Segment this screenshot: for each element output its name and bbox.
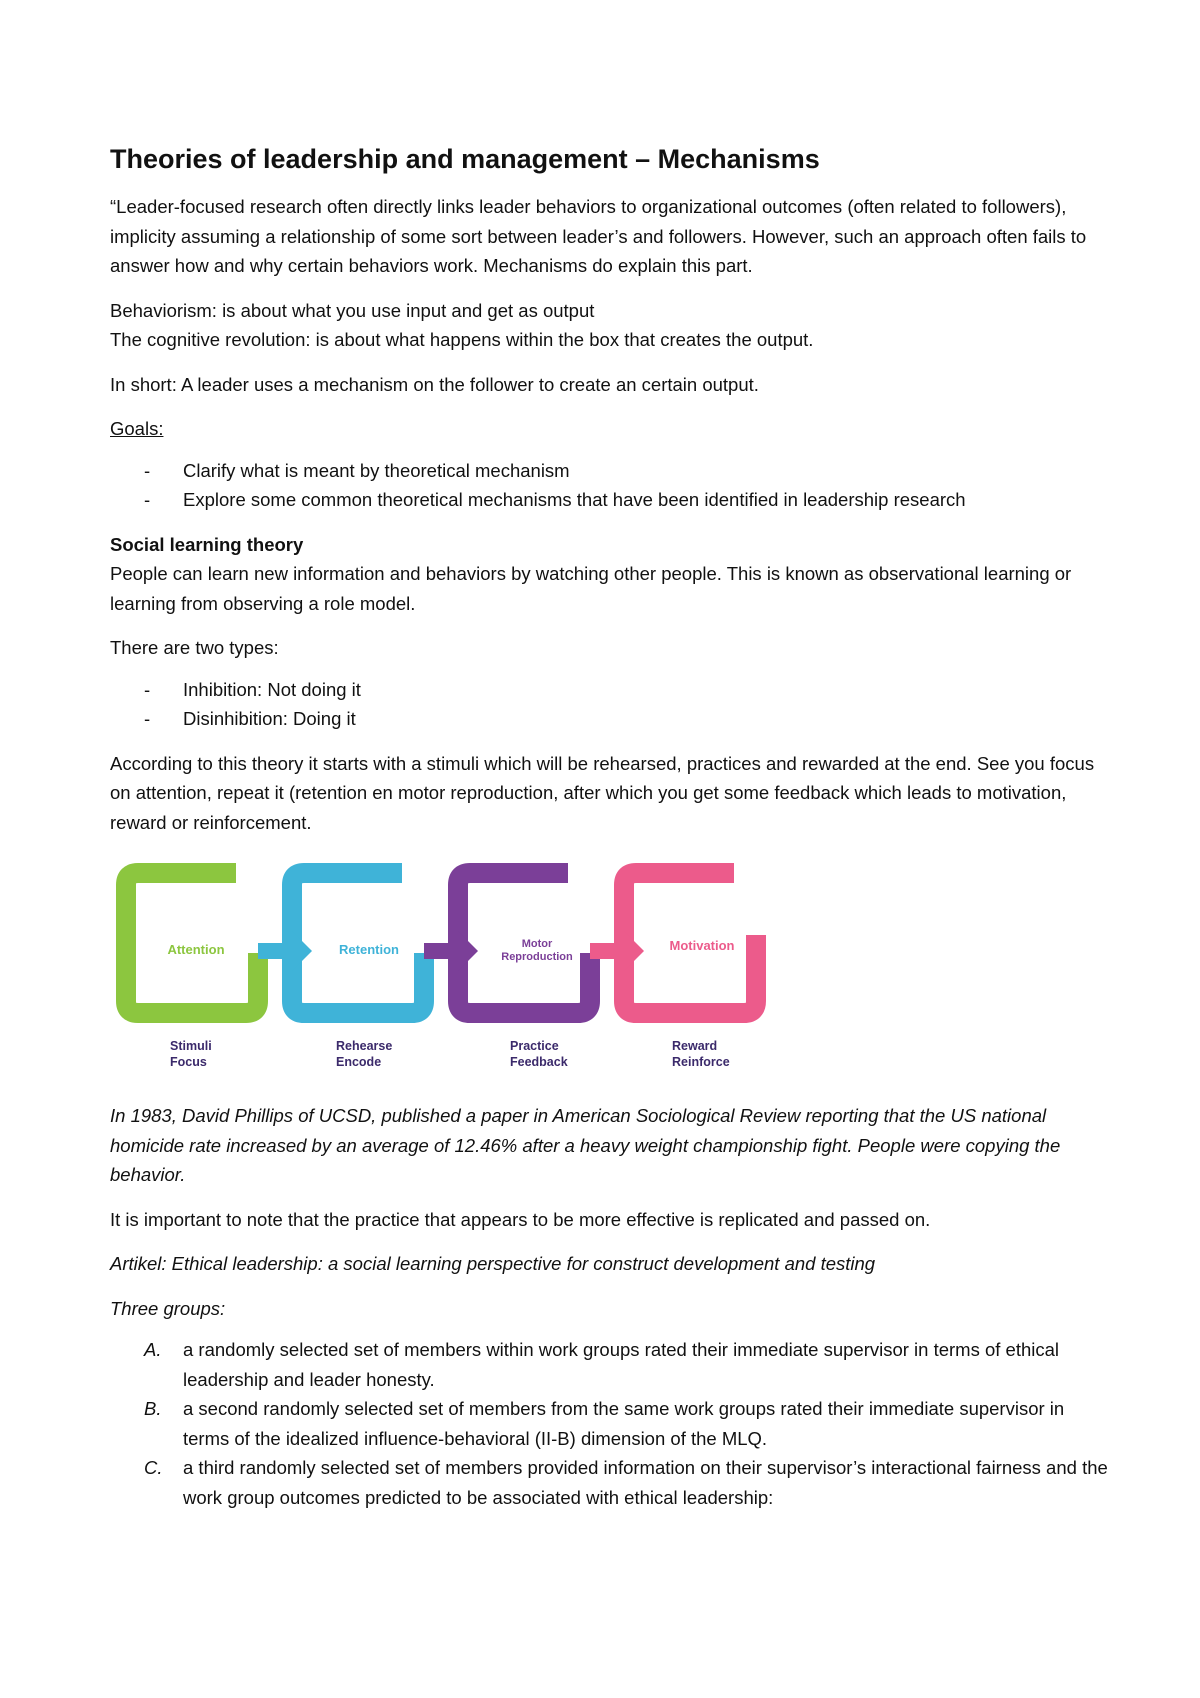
list-item: - Clarify what is meant by theoretical mechanism <box>110 456 1115 486</box>
reproduction-label: Reproduction <box>501 951 573 964</box>
document-content <box>110 143 1115 1512</box>
list-item-text: a randomly selected set of members within work groups rated their immediate supervisor in terms of ethical leadership and leader honesty. <box>183 1339 1060 1390</box>
artikel-line: Artikel: Ethical leadership: a social learning perspective for construct development and testing <box>110 1253 876 1275</box>
motivation-label: Motivation <box>669 938 735 954</box>
social-learning-paragraph: People can learn new information and behaviors by watching other people. This is known as observational learning or learning from observing a role model. <box>110 563 1072 614</box>
list-marker: A. <box>144 1339 162 1361</box>
list-item: - Inhibition: Not doing it <box>110 675 1115 705</box>
social-learning-diagram <box>116 863 796 1085</box>
list-item: - Explore some common theoretical mechanisms that have been identified in leadership research <box>110 485 1115 515</box>
list-marker: B. <box>144 1398 162 1420</box>
cognitive-revolution-line: The cognitive revolution: is about what happens within the box that creates the output. <box>110 329 814 351</box>
stimuli-label: Stimuli <box>170 1039 212 1054</box>
list-item <box>110 1453 1115 1512</box>
types-list <box>110 675 1115 734</box>
behaviorism-line: Behaviorism: is about what you use input and get as output <box>110 299 595 321</box>
feedback-label: Feedback <box>510 1055 568 1070</box>
list-item-text: a third randomly selected set of members provided information on their supervisor’s interactional fairness and the work group outcomes predicted to be associated with ethical leadership: <box>183 1457 1108 1508</box>
motor-label: Motor <box>521 938 553 951</box>
list-item-text: a second randomly selected set of members from the same work groups rated their immediate supervisor in terms of the idealized influence-behavioral (II-B) dimension of the MLQ. <box>183 1398 1065 1449</box>
list-item: - Disinhibition: Doing it <box>110 704 1115 734</box>
page-title: Theories of leadership and management – Mechanisms <box>110 144 820 174</box>
reward-label: Reward <box>672 1039 718 1054</box>
goals-list <box>110 456 1115 515</box>
retention-label: Retention <box>339 942 399 958</box>
goals-heading: Goals: <box>110 418 164 440</box>
practice-label: Practice <box>510 1039 559 1054</box>
section-heading-social-learning: Social learning theory <box>110 533 304 555</box>
types-intro: There are two types: <box>110 637 279 659</box>
reinforce-label: Reinforce <box>672 1055 730 1070</box>
attention-label: Attention <box>167 942 225 958</box>
intro-paragraph: “Leader-focused research often directly links leader behaviors to organizational outcomes (often related to followers), implicity assuming a relationship of some sort between leader’s and followers. However, such an approach often fails to answer how and why certain behaviors work. Mechanisms do explain this part. <box>110 196 1087 277</box>
rehearse-label: Rehearse <box>336 1039 393 1054</box>
in-short-paragraph: In short: A leader uses a mechanism on the follower to create an certain output. <box>110 373 759 395</box>
groups-intro: Three groups: <box>110 1297 226 1319</box>
practice-paragraph: It is important to note that the practice that appears to be more effective is replicated and passed on. <box>110 1208 931 1230</box>
phillips-paragraph: In 1983, David Phillips of UCSD, published a paper in American Sociological Review reporting that the US national homicide rate increased by an average of 12.46% after a heavy weight championship fight. People were copying the behavior. <box>110 1105 1061 1186</box>
list-item <box>110 1335 1115 1394</box>
list-item <box>110 1394 1115 1453</box>
theory-paragraph: According to this theory it starts with a stimuli which will be rehearsed, practices and rewarded at the end. See you focus on attention, repeat it (retention en motor reproduction, after which you get some feedback which leads to motivation, reward or reinforcement. <box>110 752 1095 833</box>
focus-label: Focus <box>170 1055 207 1070</box>
groups-list <box>110 1335 1115 1512</box>
encode-label: Encode <box>336 1055 382 1070</box>
list-marker: C. <box>144 1457 163 1479</box>
